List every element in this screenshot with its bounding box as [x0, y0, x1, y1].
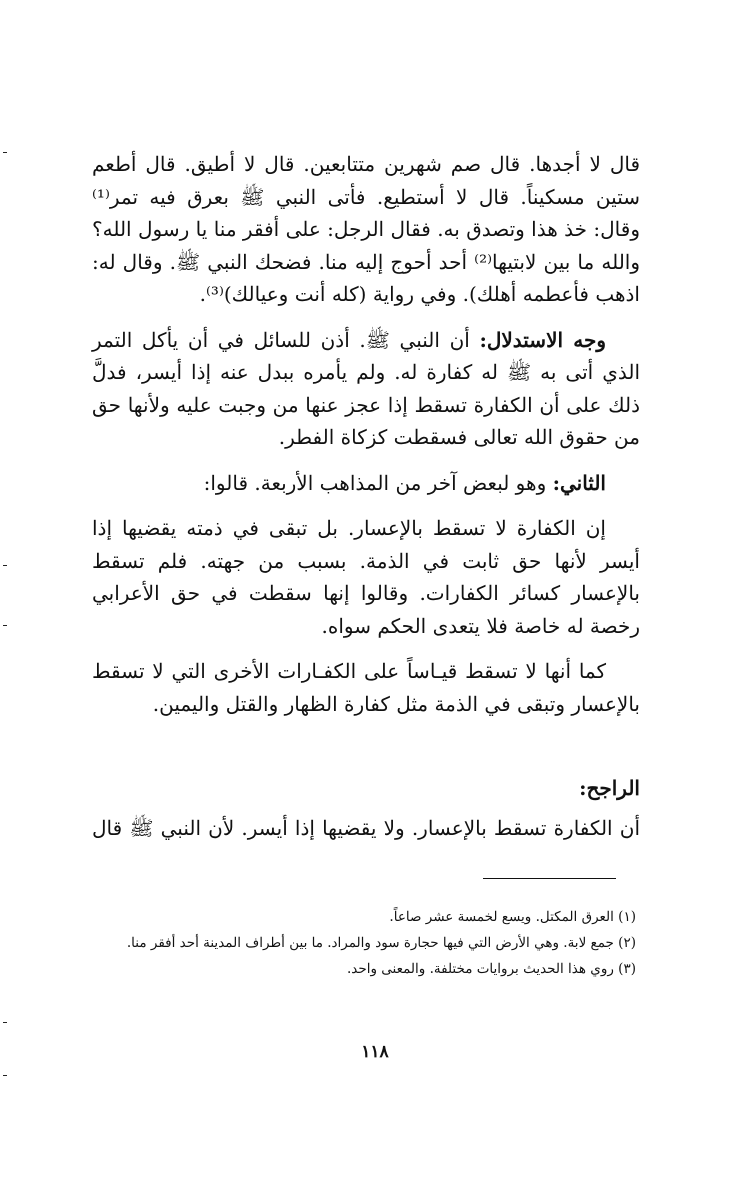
footnote-3: (٣) روي هذا الحديث بروايات مختلفة. والمعنى واحد. — [346, 961, 636, 977]
analogy-paragraph: كما أنها لا تسقط قيـاساً على الكفـارات الأخرى التي لا تسقط بالإعسار وتبقى في الذمة مثل كفارة الظهار والقتل واليمين. — [92, 659, 640, 716]
preferred-opinion-heading: الراجح: — [579, 776, 640, 800]
scan-edge-mark — [3, 152, 7, 153]
scan-edge-mark — [3, 1075, 7, 1076]
second-opinion-heading: الثاني: — [552, 470, 606, 495]
scan-edge-mark — [3, 565, 7, 566]
footnote-separator — [483, 878, 616, 879]
scan-edge-mark — [3, 625, 7, 626]
evidence-heading: وجه الاستدلال: — [479, 327, 607, 352]
main-text — [92, 148, 640, 720]
scan-edge-mark — [3, 1022, 7, 1023]
hadith-paragraph: قال لا أجدها. قال صم شهرين متتابعين. قال لا أطيق. قال أطعم ستين مسكيناً. قال لا أستطيع. فأتى النبي ﷺ بعرق فيه تمر⁽¹⁾ وقال: خذ هذا وتصدق به. فقال الرجل: على أفقر منا يا رسول الله؟ والله ما بين لابتيها⁽²⁾ أحد أحوج إليه منا. فضحك النبي ﷺ. وقال له: اذهب فأعطمه أهلك). وفي رواية (كله أنت وعيالك)⁽³⁾. — [92, 152, 640, 306]
page-number: ١١٨ — [361, 1042, 389, 1062]
evidence-text: أن النبي ﷺ. أذن للسائل في أن يأكل التمر الذي أتى به ﷺ له كفارة له. ولم يأمره ببدل عنه إذا أيسر، فدلَّ ذلك على أن الكفارة تسقط إذا عجز عنها من وجبت عليه ولأنها حق من حقوق الله تعالى فسقطت كزكاة الفطر. — [92, 327, 640, 449]
evidence-paragraph — [92, 324, 640, 454]
preferred-opinion-text: أن الكفارة تسقط بالإعسار. ولا يقضيها إذا أيسر. لأن النبي ﷺ قال — [92, 816, 640, 840]
footnote-2: (٢) جمع لابة. وهي الأرض التي فيها حجارة سود والمراد. ما بين أطراف المدينة أحد أفقر منا. — [126, 935, 636, 951]
footnotes — [92, 906, 636, 984]
second-opinion-text: وهو لبعض آخر من المذاهب الأربعة. قالوا: — [203, 470, 553, 495]
expiation-paragraph: إن الكفارة لا تسقط بالإعسار. بل تبقى في ذمته يقضيها إذا أيسر لأنها حق ثابت في الذمة. بسبب من جهته. فلم تسقط بالإعسار كسائر الكفارات. وقالوا إنها سقطت في حق الأعرابي رخصة له خاصة فلا يتعدى الحكم سواه. — [92, 516, 640, 638]
second-opinion-paragraph — [92, 467, 640, 500]
footnote-1: (١) العرق المكتل. ويسع لخمسة عشر صاعاً. — [389, 909, 636, 925]
